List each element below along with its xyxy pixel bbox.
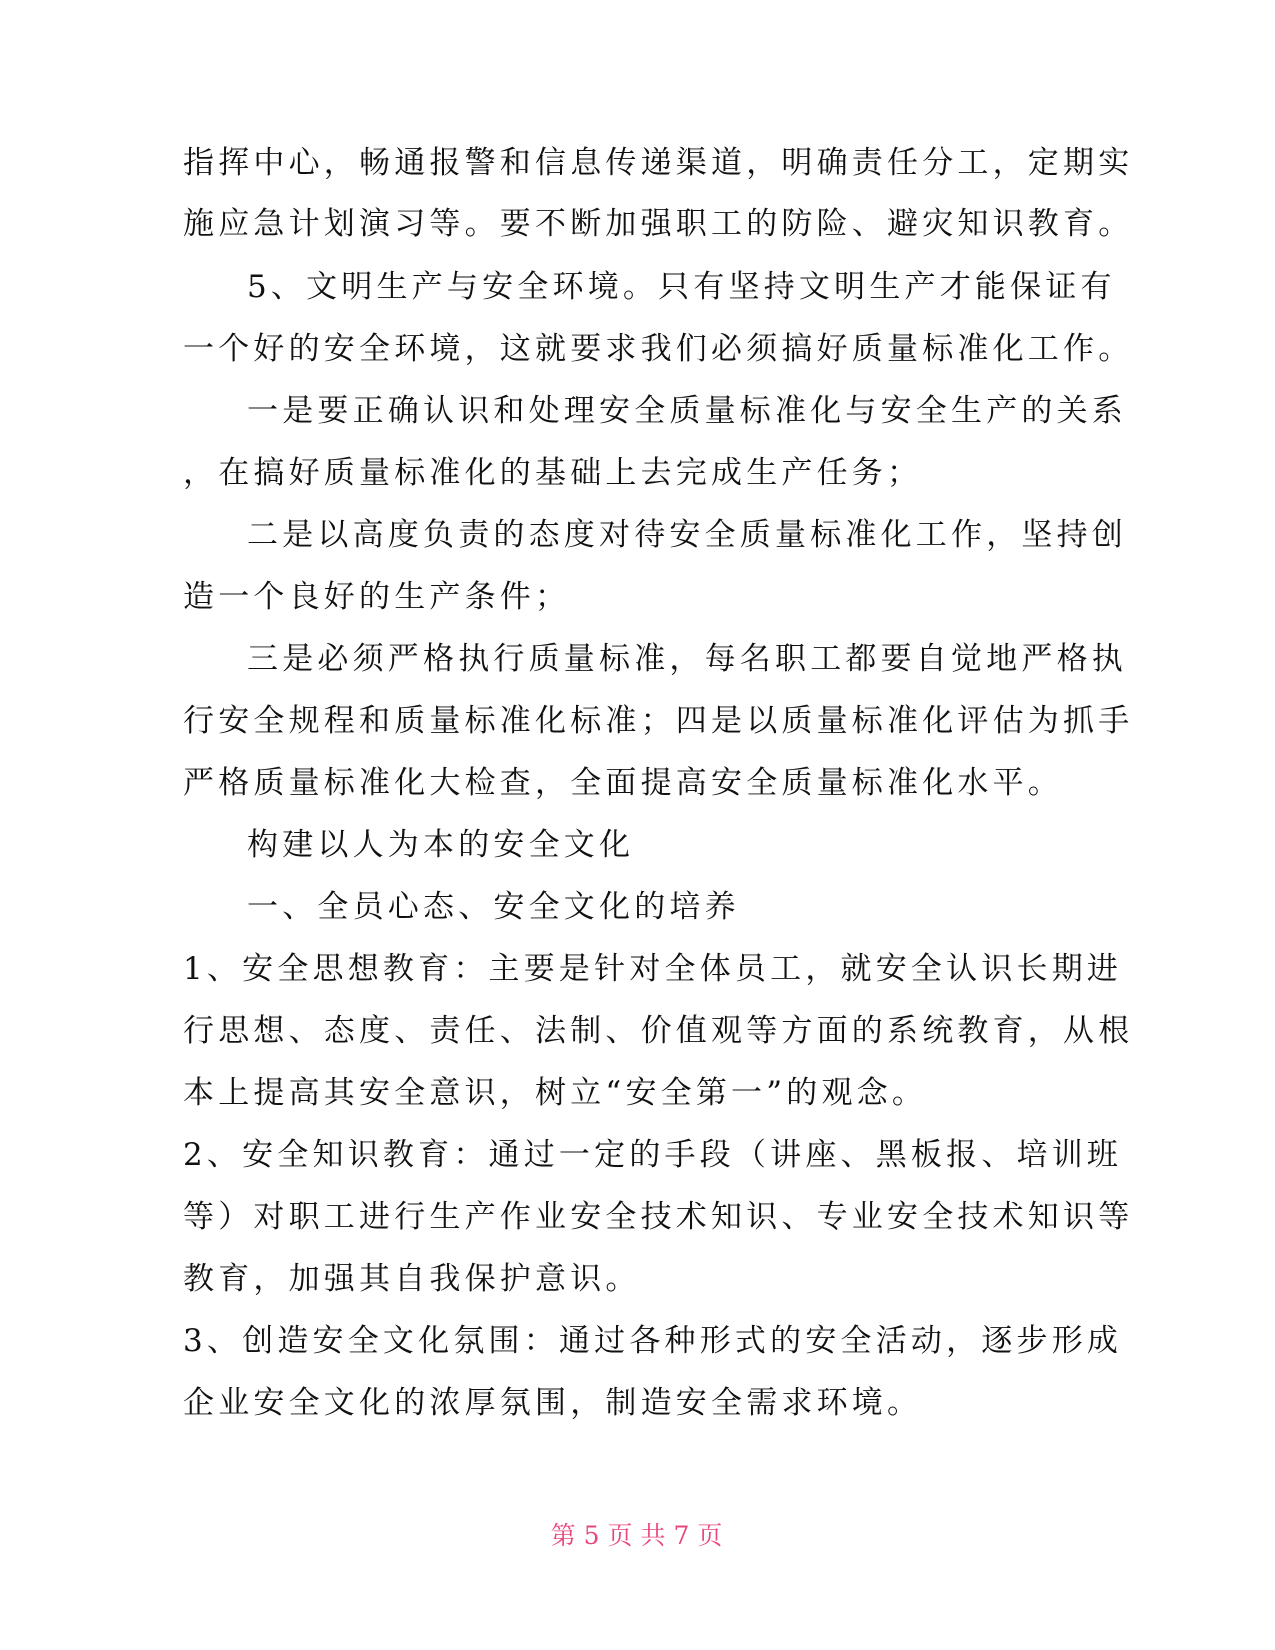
page-number-footer — [0, 1520, 1275, 1552]
text-line: 教育，加强其自我保护意识。 — [183, 1261, 641, 1297]
page-mid: 页 — [607, 1521, 635, 1550]
text-line: 行思想、态度、责任、法制、价值观等方面的系统教育，从根 — [183, 1013, 1134, 1049]
text-line: 造一个良好的生产条件； — [183, 579, 571, 615]
paragraph-start-line: 一是要正确认识和处理安全质量标准化与安全生产的关系 — [247, 393, 1127, 429]
paragraph-start-line: 三是必须严格执行质量标准，每名职工都要自觉地严格执 — [247, 641, 1127, 677]
text-line: 一个好的安全环境，这就要求我们必须搞好质量标准化工作。 — [183, 331, 1134, 367]
page-suffix: 页 — [697, 1521, 725, 1550]
list-item-line: 2、安全知识教育：通过一定的手段（讲座、黑板报、培训班 — [183, 1137, 1123, 1173]
text-line: 指挥中心，畅通报警和信息传递渠道，明确责任分工，定期实 — [183, 145, 1134, 181]
page-current: 5 — [583, 1521, 602, 1550]
text-line: 本上提高其安全意识，树立“安全第一”的观念。 — [183, 1075, 928, 1111]
text-line: 企业安全文化的浓厚氛围，制造安全需求环境。 — [183, 1385, 923, 1421]
paragraph-start-line: 二是以高度负责的态度对待安全质量标准化工作，坚持创 — [247, 517, 1127, 553]
page-prefix: 第 — [550, 1521, 578, 1550]
page-total: 7 — [673, 1521, 692, 1550]
page-total-prefix: 共 — [640, 1521, 668, 1550]
text-line: 行安全规程和质量标准化标准；四是以质量标准化评估为抓手 — [183, 703, 1134, 739]
text-line: 施应急计划演习等。要不断加强职工的防险、避灾知识教育。 — [183, 206, 1134, 242]
list-item-line: 1、安全思想教育：主要是针对全体员工，就安全认识长期进 — [183, 951, 1123, 987]
text-line: ，在搞好质量标准化的基础上去完成生产任务； — [183, 455, 923, 491]
paragraph-start-line: 5、文明生产与安全环境。只有坚持文明生产才能保证有 — [247, 269, 1116, 305]
subsection-heading: 一、全员心态、安全文化的培养 — [247, 889, 740, 925]
section-heading: 构建以人为本的安全文化 — [247, 827, 635, 863]
list-item-line: 3、创造安全文化氛围：通过各种形式的安全活动，逐步形成 — [183, 1323, 1123, 1359]
text-line: 等）对职工进行生产作业安全技术知识、专业安全技术知识等 — [183, 1199, 1134, 1235]
text-line: 严格质量标准化大检查，全面提高安全质量标准化水平。 — [183, 765, 1063, 801]
